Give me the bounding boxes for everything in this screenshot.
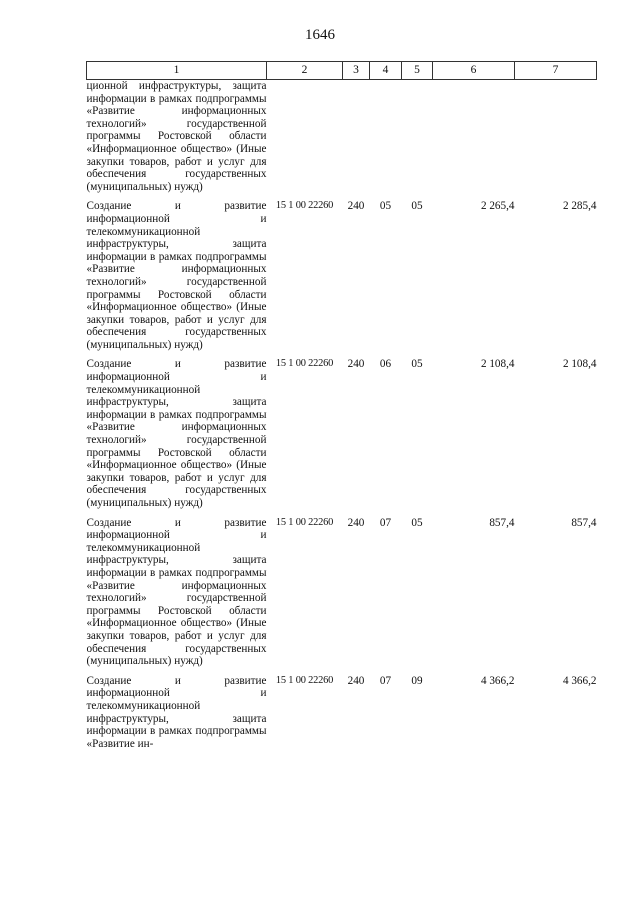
row-amount-2: 4 366,2 xyxy=(562,674,597,687)
row-subsection: 05 xyxy=(411,200,423,213)
row-amount-1: 857,4 xyxy=(489,516,515,529)
row-expense-type: 240 xyxy=(347,516,365,529)
table-row xyxy=(87,675,597,758)
row-description-text: ционной инфраструктуры, защита информации в рамках подпрограммы «Развитие информационных технологий» государственной программы Ростовской области «Информационное общество» (Иные закупки товаров, работ и услуг для обеспечения государственных (муниципальных) нужд) xyxy=(86,80,267,193)
row-expense-type xyxy=(343,80,370,201)
row-description-text: Создание и развитие информационной и телекоммуникационной инфраструктуры, защита информации в рамках подпрограммы «Развитие ин- xyxy=(86,674,267,750)
row-description xyxy=(87,200,267,358)
row-amount-2 xyxy=(515,80,597,201)
header-col-7: 7 xyxy=(515,62,597,80)
row-description xyxy=(87,675,267,758)
row-target-article: 15 1 00 22260 xyxy=(275,516,334,528)
row-amount-2: 857,4 xyxy=(571,516,597,529)
row-amount-2: 2 108,4 xyxy=(562,358,597,371)
table-row xyxy=(87,358,597,516)
row-expense-type: 240 xyxy=(347,674,365,687)
row-expense-type: 240 xyxy=(347,358,365,371)
row-subsection: 05 xyxy=(411,358,423,371)
row-description-text: Создание и развитие информационной и телекоммуникационной инфраструктуры, защита информации в рамках подпрограммы «Развитие информационных технологий» государственной программы Ростовской области «Информационное общество» (Иные закупки товаров, работ и услуг для обеспечения государственных (муниципальных) нужд) xyxy=(86,516,267,668)
header-col-1: 1 xyxy=(87,62,267,80)
row-target-article: 15 1 00 22260 xyxy=(275,200,334,212)
table-row xyxy=(87,517,597,675)
table-row xyxy=(87,80,597,201)
row-amount-1: 2 108,4 xyxy=(480,358,515,371)
row-description xyxy=(87,358,267,516)
header-col-2: 2 xyxy=(267,62,343,80)
row-subsection: 09 xyxy=(411,674,423,687)
row-amount-1 xyxy=(433,80,515,201)
row-amount-1: 4 366,2 xyxy=(480,674,515,687)
row-section: 07 xyxy=(379,674,392,687)
header-col-4: 4 xyxy=(370,62,402,80)
header-row xyxy=(87,62,597,80)
row-target-article: 15 1 00 22260 xyxy=(275,674,334,686)
row-target-article xyxy=(267,80,343,201)
row-description-text: Создание и развитие информационной и телекоммуникационной инфраструктуры, защита информации в рамках подпрограммы «Развитие информационных технологий» государственной программы Ростовской области «Информационное общество» (Иные закупки товаров, работ и услуг для обеспечения государственных (муниципальных) нужд) xyxy=(86,358,267,509)
table-row xyxy=(87,200,597,358)
row-description xyxy=(87,517,267,675)
row-subsection xyxy=(402,80,433,201)
row-section: 06 xyxy=(379,358,392,371)
row-subsection: 05 xyxy=(411,516,423,529)
row-section xyxy=(370,80,402,201)
page-number: 1646 xyxy=(305,27,335,43)
row-description xyxy=(87,80,267,201)
row-expense-type: 240 xyxy=(347,200,365,213)
row-amount-1: 2 265,4 xyxy=(480,200,515,213)
row-description-text: Создание и развитие информационной и телекоммуникационной инфраструктуры, защита информации в рамках подпрограммы «Развитие информационных технологий» государственной программы Ростовской области «Информационное общество» (Иные закупки товаров, работ и услуг для обеспечения государственных (муниципальных) нужд) xyxy=(86,200,267,351)
row-section: 07 xyxy=(379,516,392,529)
row-target-article: 15 1 00 22260 xyxy=(275,358,334,370)
header-col-6: 6 xyxy=(433,62,515,80)
row-amount-2: 2 285,4 xyxy=(562,200,597,213)
header-col-3: 3 xyxy=(343,62,370,80)
budget-table xyxy=(86,61,597,757)
header-col-5: 5 xyxy=(402,62,433,80)
row-section: 05 xyxy=(379,200,392,213)
